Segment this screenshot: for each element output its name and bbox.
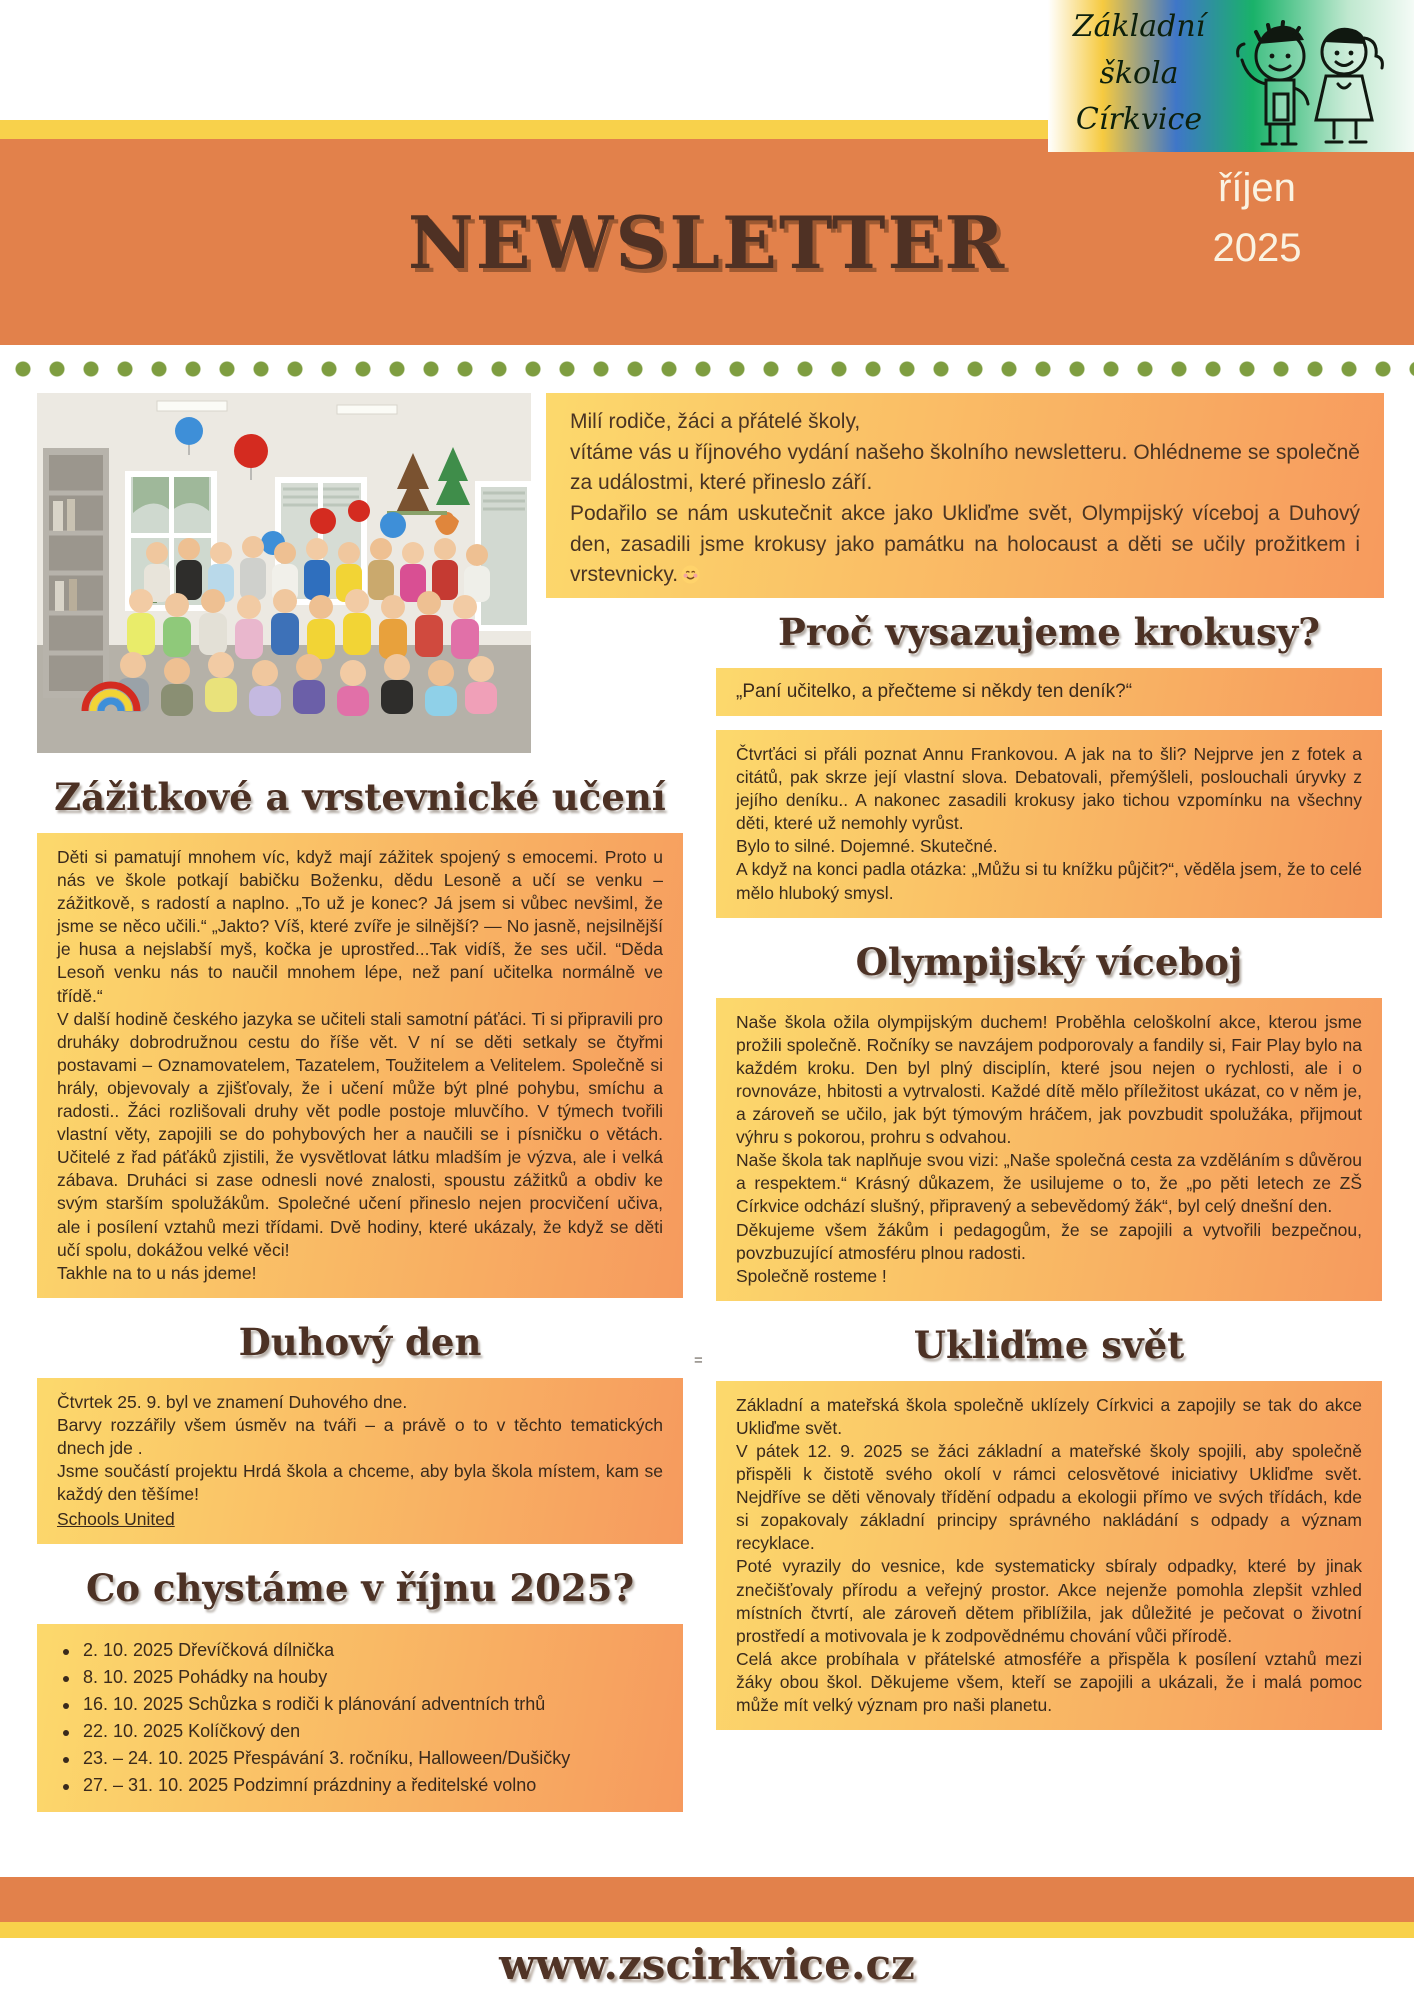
event-item: 2. 10. 2025 Dřevíčková dílnička bbox=[57, 1637, 663, 1664]
zazitkove-box: Děti si pamatují mnohem víc, když mají zážitek spojený s emocemi. Proto u nás ve škole potkají babičku Boženku, dědu Lesoně a učí se venku – zážitkově, s radostí a naplno. „To už je konec? Já jsem si vůbec nevšiml, že jsme se něco učili.“ „Jakto? Víš, které zvíře je silnější? — No jasně, nejsilnější je husa a nejslabší myš, kočka je uprostřed...Tak vidíš, že ses učil. “Děda Lesoň venku nás to naučil mnohem lépe, než paní učitelka normálně ve třídě.“ V další hodině českého jazyka se učiteli stali samotní páťáci. Ti si připravili pro druháky dobrodružnou cestu do říše vět. V ní se děti setkaly se čtyřmi postavami – Oznamovatelem, Tazatelem, Toužitelem a Velitelem. Společně si hrály, objevovaly a zjišťovaly, že i učení může být plné pohybu, smíchu a radosti.. Žáci rozlišovali druhy vět podle postoje mluvčího. V týmech tvořili vlastní věty, zapojili se do pohybových her a naučili se i písničku o větách. Učitelé z řad páťáků zjistili, že vysvětlovat látku mladším je výzva, ale i velká zábava. Druháci si zase odnesli nové znalosti, spoustu zážitků a obdiv ke svým starším spolužákům. Společné učení přineslo nejen procvičení učiva, ale i posílení vztahů mezi třídami. Dvě hodiny, které ukázaly, že když se děti učí spolu, dokážou velké věci! Takhle na to u nás jdeme! bbox=[37, 833, 683, 1298]
schools-united-link[interactable]: Schools United bbox=[57, 1509, 175, 1530]
intro-paragraph: Podařilo se nám uskutečnit akce jako Ukliďme svět, Olympijský víceboj a Duhový den, zasadili jsme krokusy jako památku na holocaust a děti se učily prožitkem i vrstevnicky. bbox=[570, 499, 1360, 594]
smiley-icon bbox=[681, 563, 700, 594]
footer-yellow-stripe bbox=[0, 1922, 1414, 1938]
footer-orange-bar bbox=[0, 1877, 1414, 1922]
krokusy-quote-box bbox=[716, 668, 1382, 716]
section-heading-chystame: Co chystáme v říjnu 2025? bbox=[85, 1566, 635, 1611]
section-heading-uklidme: Ukliďme svět bbox=[913, 1322, 1185, 1367]
section-heading-olympijsky: Olympijský víceboj bbox=[855, 939, 1243, 984]
stray-mark: = bbox=[694, 1352, 703, 1369]
uklidme-box: Základní a mateřská škola společně uklízely Církvici a zapojily se tak do akce Ukliďme svět. V pátek 12. 9. 2025 se žáci základní a mateřské školy spojili, aby společně přispěli k čistotě svého okolí v rámci celosvětové iniciativy Ukliďme svět. Nejdříve se děti věnovaly třídění odpadu a ekologii přímo ve svých třídách, kde si zopakovaly základní principy správného nakládání s odpady a význam recyklace. Poté vyrazily do vesnice, kde systematicky sbíraly odpadky, které by jinak znečišťovaly přírodu a veřejný prostor. Akce nejenže pomohla zlepšit vzhled místních čtvrtí, ale zároveň dětem přiblížila, jak důležité je pečovat o životní prostředí a motivovala je k zodpovědnému chování vůči přírodě. Celá akce probíhala v přátelské atmosféře a přispěla k posílení vztahů mezi žáky obou škol. Děkujeme všem, kteří se zapojili a ukázali, že i malá pomoc může mít velký význam pro naši planetu. bbox=[716, 1381, 1382, 1730]
school-logo-text: Základní škola Církvice bbox=[1072, 9, 1206, 137]
event-item: 22. 10. 2025 Kolíčkový den bbox=[57, 1718, 663, 1745]
section-heading-krokusy: Proč vysazujeme krokusy? bbox=[778, 610, 1320, 654]
section-heading-duhovy: Duhový den bbox=[238, 1319, 482, 1364]
krokusy-box: Čtvrťáci si přáli poznat Annu Frankovou. A jak na to šli? Nejprve jen z fotek a citátů, pak skrze její vlastní slova. Debatovali, přemýšleli, poslouchali úryvky z jejího deníku.. A nakonec zasadili krokusy jako tichou vzpomínku na všechny děti, které už nemohly vyrůst. Bylo to silné. Dojemné. Skutečné. A když na konci padla otázka: „Můžu si tu knížku půjčit?“, věděla jsem, že to celé mělo hluboký smysl. bbox=[716, 730, 1382, 918]
upcoming-events-list bbox=[57, 1637, 663, 1799]
krokusy-quote: „Paní učitelko, a přečteme si někdy ten deník?“ bbox=[736, 681, 1133, 702]
section-heading-zazitkove: Zážitkové a vrstevnické učení bbox=[54, 775, 666, 819]
dots-divider bbox=[0, 360, 1414, 378]
school-logo bbox=[1048, 0, 1414, 152]
left-column bbox=[37, 393, 683, 1834]
intro-greeting: Milí rodiče, žáci a přátelé školy, bbox=[570, 410, 861, 433]
event-item: 8. 10. 2025 Pohádky na houby bbox=[57, 1664, 663, 1691]
issue-date bbox=[1192, 158, 1322, 278]
children-drawing-icon bbox=[1218, 4, 1408, 150]
issue-year: 2025 bbox=[1212, 226, 1302, 270]
event-item: 27. – 31. 10. 2025 Podzimní prázdniny a ředitelské volno bbox=[57, 1772, 663, 1799]
olympijsky-box: Naše škola ožila olympijským duchem! Proběhla celoškolní akce, kterou jsme prožili společně. Ročníky se navzájem podporovaly a fandily si, Fair Play bylo na každém kroku. Den byl plný disciplín, které jsou nejen o rychlosti, ale i o rovnováze, hbitosti a vytrvalosti. Každé dítě mělo příležitost ukázat, co v něm je, a zároveň se učilo, jak být týmovým hráčem, jak povzbudit spolužáka, přijmout výhru s pokorou, prohru s odvahou. Naše škola tak naplňuje svou vizi: „Naše společná cesta za vzděláním s důvěrou a respektem.“ Krásný důkazem, že usilujeme o to, že „po pěti letech ze ZŠ Církvice odchází slušný, připravený a sebevědomý žák“, byl celý dnešní den. Děkujeme všem žákům i pedagogům, že se zapojili a vytvořili bezpečnou, povzbuzující atmosféru plnou radosti. Společně rosteme ! bbox=[716, 998, 1382, 1301]
issue-month: říjen bbox=[1218, 166, 1296, 210]
duhovy-box: Čtvrtek 25. 9. byl ve znamení Duhového dne. Barvy rozzářily všem úsměv na tváři – a právě o to v těchto tematických dnech jde . Jsme součástí projektu Hrdá škola a chceme, aby byla škola místem, kam se každý den těšíme! Schools United bbox=[37, 1378, 683, 1545]
event-item: 23. – 24. 10. 2025 Přespávání 3. ročníku, Halloween/Dušičky bbox=[57, 1745, 663, 1772]
intro-paragraph: vítáme vás u říjnového vydání našeho školního newsletteru. Ohlédneme se společně za událostmi, které přineslo září. bbox=[570, 440, 1360, 495]
right-column bbox=[694, 604, 1382, 1752]
masthead-title: NEWSLETTER bbox=[407, 199, 1007, 285]
chystame-box bbox=[37, 1624, 683, 1812]
event-item: 16. 10. 2025 Schůzka s rodiči k plánování adventních trhů bbox=[57, 1691, 663, 1718]
website-url: www.zscirkvice.cz bbox=[499, 1940, 915, 1989]
